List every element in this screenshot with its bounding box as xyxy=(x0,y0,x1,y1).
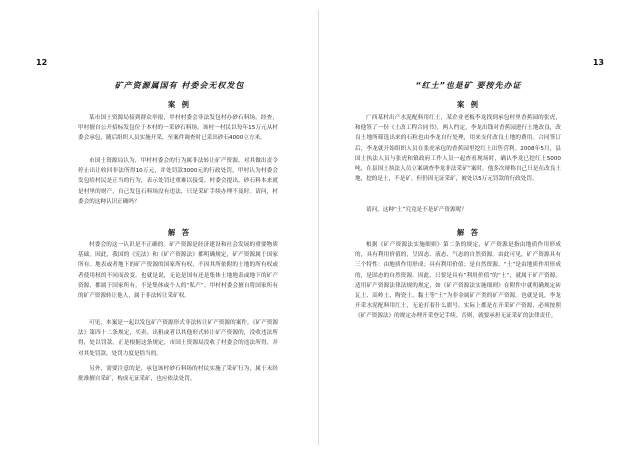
right-page xyxy=(319,0,638,451)
answer-heading: 解 答 xyxy=(457,228,480,237)
case-paragraph: 某市国土资源局接到群众举报，甲村村委会非法发包村办砂石料场。经查，甲村擅自公开招标发包位于本村的一采砂石料场，该村一村民以每年15万元从村委会承包，随后组织人员实施开采，至案件调查时已采出砂石4000立方米。 xyxy=(78,115,278,142)
article-title: “红土”也是矿 要按先办证 xyxy=(415,81,522,90)
page-number: 12 xyxy=(36,58,48,67)
case-paragraph: 请问，这种“土”究竟是不是矿产资源呢？ xyxy=(366,207,467,213)
case-paragraph: 市国土资源局认为，甲村村委会的行为属非法转让矿产资源，对其做出责令停止出让收回非法所得10万元，并处罚款3000元的行政处罚。甲村认为村委会发包给村民是正当的行为，表示处罚过重难以接受。村委会提出，砂石料本来就是村里的财产，自己发包石料场没有违法，只是采矿手续办理不及时。请问，村委会的这种认识正确吗？ xyxy=(78,158,278,205)
answer-heading: 解 答 xyxy=(168,228,191,237)
case-heading: 案 例 xyxy=(168,100,191,109)
article-title: 矿产资源属国有 村委会无权发包 xyxy=(114,81,245,90)
case-heading: 案 例 xyxy=(457,100,480,109)
answer-paragraph: 村委会的这一认识是不正确的。矿产资源是经济建设和社会发展的重要物质基础。因此，我国的《宪法》和《矿产资源法》都明确规定，矿产资源属于国家所有。地表或者地下的矿产资源的国家所有权，不因其所依附的土地的所有权或者使用权的不同而改变。也就是说，无论是国有还是集体土地地表或地下的矿产资源，都属于国家所有，不是集体或个人的“私产”。甲村村委会擅自将国家所有的矿产资源转让他人，属于非法转让采矿权。 xyxy=(78,242,278,300)
answer-paragraph: 另外，需要注意的是，承包该村砂石料场的村民实施了采矿行为，属于未经批准擅自采矿，构成无证采矿，也应依法处罚。 xyxy=(78,366,278,383)
answer-paragraph: 可见，本案是一起以发包矿产资源形式非法转让矿产资源的案件。《矿产资源法》第四十二条规定，买卖、出租或者以其他形式转让矿产资源的，没收违法所得，处以罚款。正是根据这条规定，市国土资源局没收了村委会的违法所得，并对其处罚款，处罚力度是恰当的。 xyxy=(78,320,278,357)
answer-paragraph: 根据《矿产资源法实施细则》第二条的规定，矿产资源是指由地质作用形成的，具有利用价值的，呈固态、液态、气态的自然资源。由此可见，矿产资源具有三个特性：由地质作用形成；具有利用价值；是自然资源。“土”是由地质作用形成的，是固态的自然资源。因此，只要是具有“利用价值”的“土”，就属于矿产资源。适用矿产资源法律法规的规定，如《矿产资源法实施细则》在附件中就明确规定砖瓦土、高岭土、陶瓷土、黏土等“土”为非金属矿产类的矿产资源。也就是说，李龙开采水泥配料用红土，无论打着什么旗号，实际上都是在开采矿产资源，必须按照《矿产资源法》的规定办理开采登记手续。否则，就要承担无证采矿的法律责任。 xyxy=(355,242,561,320)
case-paragraph: 广西某村出产水泥配料用红土，某企业老板李龙找到承包村里香蕉园的张虎，和他签了一份《土改工程合同书》，两人约定，李龙出钱对香蕉园进行土地改良，改良土地所筛选出来的石粒也由李龙自行处理，用来支付改良土地的费用。合同签订后，李龙就开始组织人员在张虎承包的香蕉园里挖红土出售营利。2008年5月，县国土执法人员与张虎和镇政府工作人员一起查看现场时，确认李龙已挖红土5000吨，在县国土执法人员立案调查李龙非法采矿”案时，他多次辩称自己只是在改良土地，挖的是土，不是矿。但仍因无证采矿，被处以5万元罚款的行政处罚。 xyxy=(355,115,561,183)
page-number: 13 xyxy=(592,58,604,67)
